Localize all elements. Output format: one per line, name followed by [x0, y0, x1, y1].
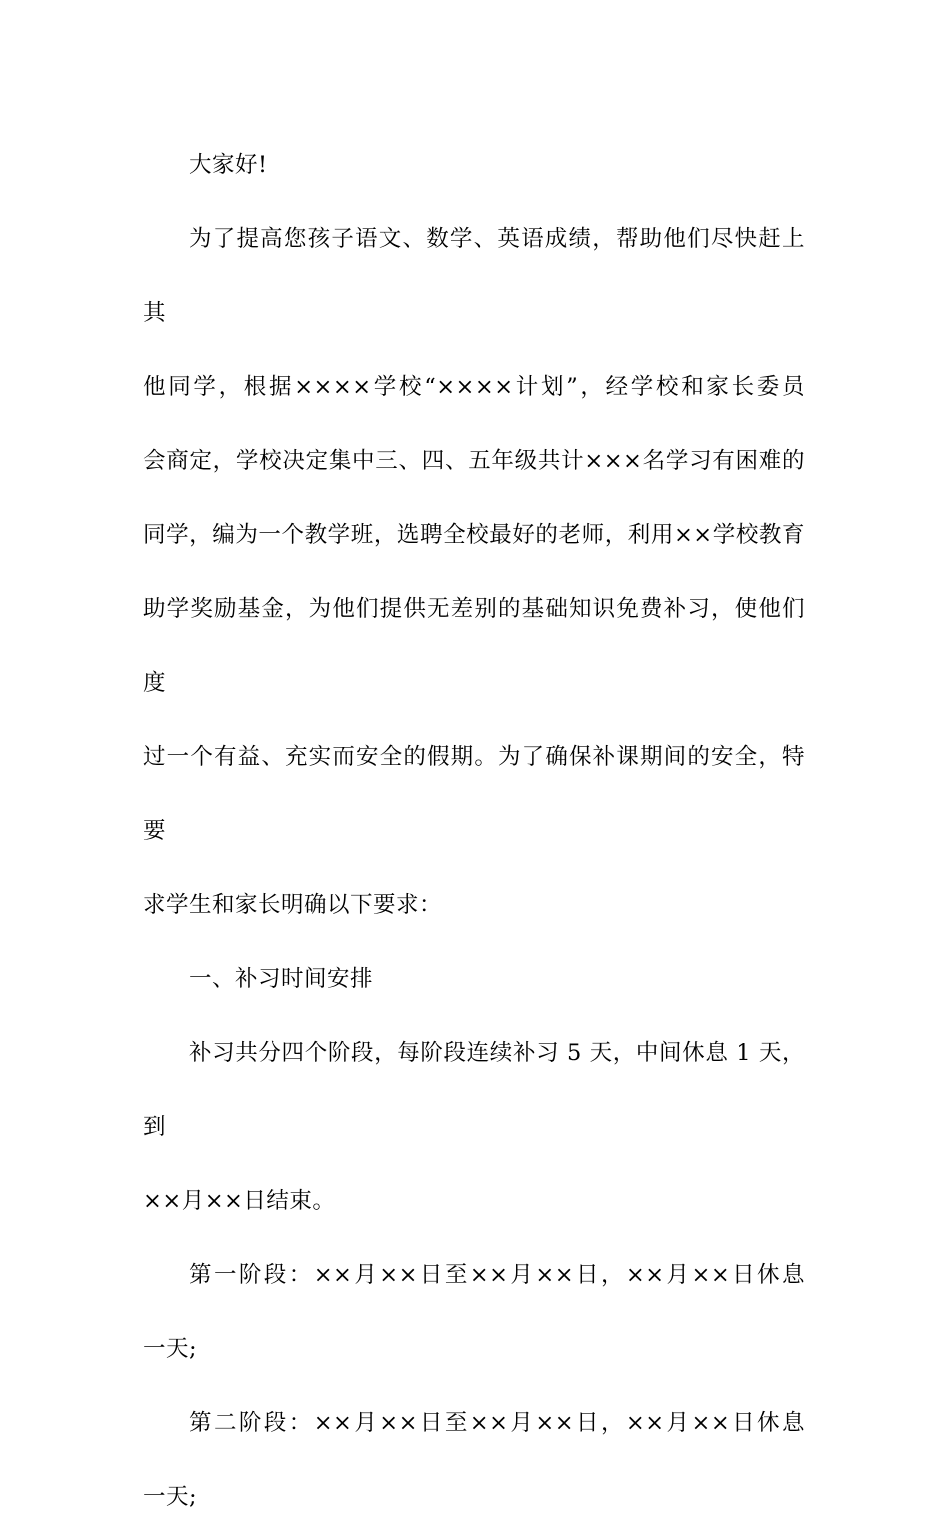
schedule-line-1: 补习共分四个阶段，每阶段连续补习 5 天，中间休息 1 天，到: [143, 1040, 805, 1140]
stage1-line-1: 第一阶段：××月××日至××月××日，××月××日休息: [189, 1262, 805, 1288]
intro-line-1: 为了提高您孩子语文、数学、英语成绩，帮助他们尽快赶上其: [143, 226, 805, 326]
stage2-line-2: 一天;: [143, 1484, 198, 1510]
letter-body: [143, 128, 805, 1534]
stage1-line-2: 一天;: [143, 1336, 198, 1362]
greeting: 大家好!: [189, 152, 268, 178]
intro-line-2: 他同学，根据××××学校“××××计划”，经学校和家长委员: [143, 374, 805, 400]
schedule-line-2: ××月××日结束。: [143, 1188, 336, 1214]
intro-line-3: 会商定，学校决定集中三、四、五年级共计×××名学习有困难的: [143, 448, 805, 474]
intro-line-7: 求学生和家长明确以下要求：: [143, 892, 443, 918]
intro-line-6: 过一个有益、充实而安全的假期。为了确保补课期间的安全，特要: [143, 744, 805, 844]
stage2-line-1: 第二阶段：××月××日至××月××日，××月××日休息: [189, 1410, 805, 1436]
intro-line-5: 助学奖励基金，为他们提供无差别的基础知识免费补习，使他们度: [143, 596, 805, 696]
section-heading: 一、补习时间安排: [189, 966, 374, 992]
intro-line-4: 同学，编为一个教学班，选聘全校最好的老师，利用××学校教育: [143, 522, 805, 548]
